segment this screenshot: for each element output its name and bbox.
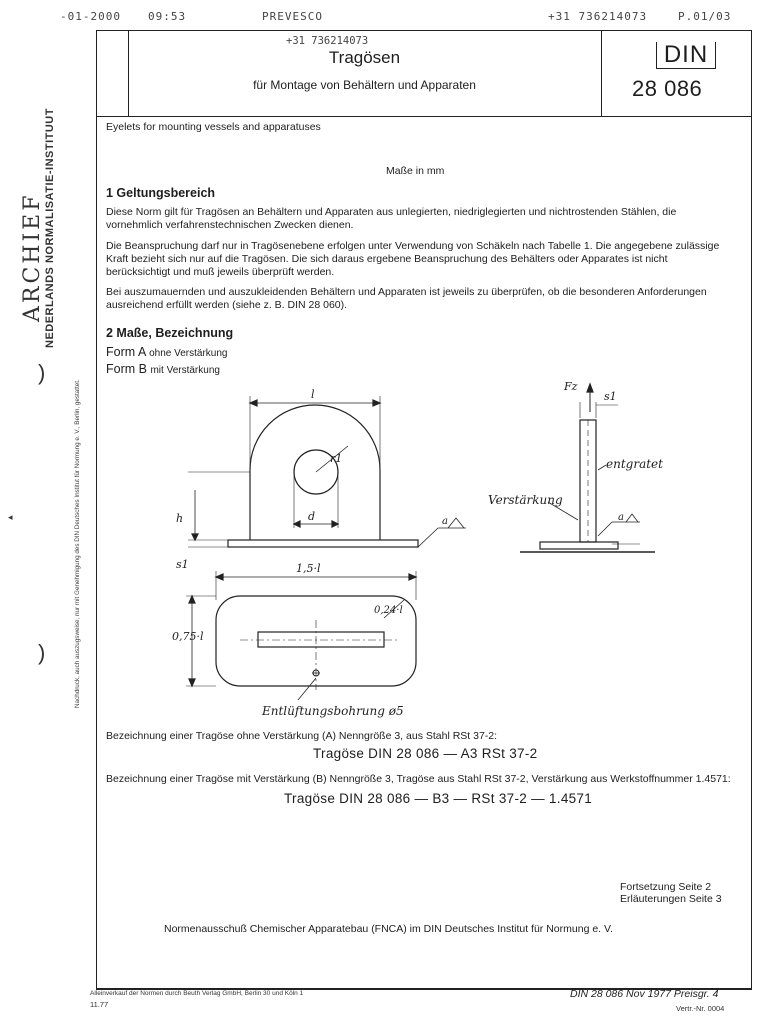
standard-reference: DIN 28 086 Nov 1977 Preisgr. 4 bbox=[570, 988, 719, 1000]
section-1-paragraph-2: Die Beanspruchung darf nur in Tragösenebene erfolgen unter Verwendung von Schäkeln nach Tabelle 1. Die angegebene zulässige Kraft bezieht sich nur auf die Tragösen. Die sich daraus ergebene Beanspruchung des Behälters oder Apparates ist nicht berücksichtigt und muß jeweils überprüft werden. bbox=[106, 240, 720, 278]
designation-b-label: Bezeichnung einer Tragöse mit Verstärkung (B) Nenngröße 3, Tragöse aus Stahl RSt 37-2, Verstärkung aus Werkstoffnummer 1.4571: bbox=[106, 773, 731, 785]
fax-number: +31 736214073 bbox=[548, 10, 648, 23]
title-fax-number: +31 736214073 bbox=[286, 35, 369, 47]
hole-mark: ◂ bbox=[8, 512, 13, 522]
fax-date: -01-2000 bbox=[60, 10, 121, 23]
section-2-heading: 2 Maße, Bezeichnung bbox=[106, 326, 234, 340]
section-1-heading: 1 Geltungsbereich bbox=[106, 186, 216, 200]
form-b-name: Form B bbox=[106, 362, 147, 376]
form-a-description: ohne Verstärkung bbox=[149, 348, 228, 359]
reinforcement-plate bbox=[540, 542, 618, 549]
dim-15l: 1,5·l bbox=[296, 562, 321, 575]
dim-l: l bbox=[311, 388, 315, 401]
bracket-mark-lower: ) bbox=[38, 640, 46, 665]
document-title: Tragösen bbox=[328, 48, 401, 67]
copyright-notice: Nachdruck, auch auszugsweise, nur mit Genehmigung des DIN Deutsches Institut für Normung e. V., Berlin, gestattet. bbox=[74, 379, 81, 708]
fax-time: 09:53 bbox=[148, 10, 187, 23]
form-a-name: Form A bbox=[106, 345, 146, 359]
designation-a-value: Tragöse DIN 28 086 — A3 RSt 37-2 bbox=[313, 746, 538, 761]
designation-a-label: Bezeichnung einer Tragöse ohne Verstärkung (A) Nenngröße 3, aus Stahl RSt 37-2: bbox=[106, 730, 498, 742]
dim-d: d bbox=[308, 510, 316, 523]
dim-h: h bbox=[176, 512, 184, 525]
dim-075l: 0,75·l bbox=[172, 630, 204, 643]
fax-sender: PREVESCO bbox=[262, 10, 323, 23]
archive-stamp: ARCHIEF bbox=[20, 192, 45, 322]
vent-hole-label: Entlüftungsbohrung ø5 bbox=[262, 704, 404, 718]
standard-number: 28 086 bbox=[632, 76, 703, 101]
top-view-slot bbox=[258, 632, 384, 647]
document-subtitle: für Montage von Behältern und Apparaten bbox=[253, 78, 476, 92]
form-b-description: mit Verstärkung bbox=[150, 365, 220, 376]
dim-024l: 0,24·l bbox=[374, 605, 403, 616]
designation-b-value: Tragöse DIN 28 086 — B3 — RSt 37-2 — 1.4571 bbox=[284, 791, 593, 806]
publisher-note: Alleinverkauf der Normen durch Beuth Verlag GmbH, Berlin 30 und Köln 1 bbox=[90, 990, 304, 997]
continuation-page-3: Erläuterungen Seite 3 bbox=[620, 893, 722, 905]
weld-size-side: a bbox=[618, 512, 624, 523]
english-title: Eyelets for mounting vessels and apparatuses bbox=[106, 121, 321, 133]
fax-page: P.01/03 bbox=[678, 10, 732, 23]
reinforcement-label: Verstärkung bbox=[488, 493, 563, 507]
units-note: Maße in mm bbox=[386, 165, 445, 177]
dim-r1: r1 bbox=[330, 452, 343, 465]
order-number: Vertr.-Nr. 0004 bbox=[676, 1004, 725, 1013]
base-plate bbox=[228, 540, 418, 547]
deburred-label: entgratet bbox=[606, 457, 663, 471]
institute-stamp: NEDERLANDS NORMALISATIE-INSTITUUT bbox=[44, 108, 56, 348]
bracket-mark: ) bbox=[38, 360, 46, 385]
footer-code: 11.77 bbox=[90, 1000, 109, 1009]
dim-s1-side: s1 bbox=[604, 390, 617, 403]
dim-s1-front: s1 bbox=[176, 558, 189, 571]
section-1-paragraph-3: Bei auszumauernden und auszukleidenden Behältern und Apparaten ist jeweils zu überprüfen, ob die besonderen Anforderungen ausreichend erfüllt werden (siehe z. B. DIN 28 060). bbox=[106, 286, 707, 311]
continuation-page-2: Fortsetzung Seite 2 bbox=[620, 881, 712, 893]
weld-size-front: a bbox=[442, 516, 448, 527]
section-1-paragraph-1: Diese Norm gilt für Tragösen an Behältern und Apparaten aus unlegierten, niedriglegierten und nichtrostenden Stählen, die vornehmlich verfahrenstechnischen Zwecken dienen. bbox=[106, 206, 677, 231]
committee-line: Normenausschuß Chemischer Apparatebau (FNCA) im DIN Deutsches Institut für Normung e. V. bbox=[164, 923, 613, 935]
din-logo: DIN bbox=[656, 42, 716, 69]
load-fz: Fz bbox=[564, 380, 578, 393]
